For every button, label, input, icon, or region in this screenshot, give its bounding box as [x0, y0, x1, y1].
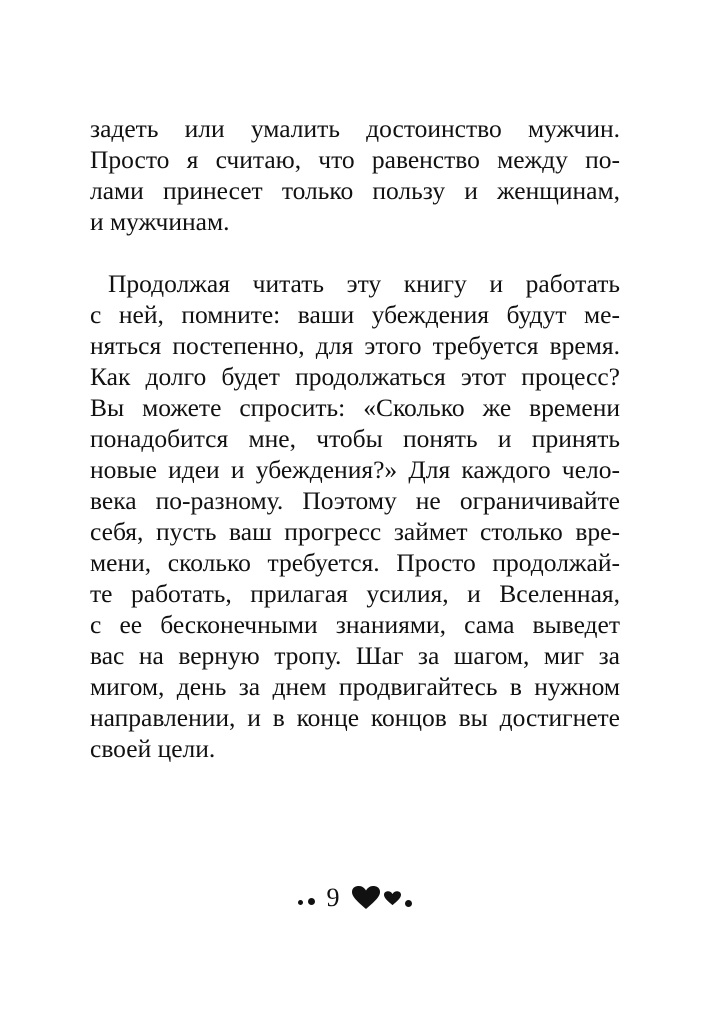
- dot-icon: [308, 898, 315, 905]
- text-line: лами принесет только пользу и женщинам,: [90, 176, 620, 205]
- text-line: направлении, и в конце концов вы достигнете: [90, 703, 620, 732]
- text-line: Как долго будет продолжаться этот процесс?: [90, 362, 620, 391]
- text-line: с ее бесконечными знаниями, сама выведет: [90, 610, 620, 639]
- text-line: Продолжая читать эту книгу и работать: [108, 269, 620, 298]
- page-number: 9: [326, 883, 340, 912]
- text-line: Вы можете спросить: «Сколько же времени: [90, 393, 620, 422]
- text-line: Просто я считаю, что равенство между по-: [90, 145, 620, 174]
- dot-icon: [405, 900, 412, 907]
- text-line: вас на верную тропу. Шаг за шагом, миг за: [90, 641, 620, 670]
- heart-icon: [384, 891, 401, 906]
- text-line: мени, сколько требуется. Просто продолжай-: [90, 548, 620, 577]
- paragraph-main: [90, 268, 620, 764]
- text-line: няться постепенно, для этого требуется время.: [90, 331, 620, 360]
- text-line: задеть или умалить достоинство мужчин.: [90, 114, 620, 143]
- folio-ornament: [298, 883, 412, 913]
- dot-icon: [298, 900, 303, 905]
- text-line: века по-разному. Поэтому не ограничивайте: [90, 486, 620, 515]
- text-line: с ней, помните: ваши убеждения будут ме-: [90, 300, 620, 329]
- text-line: новые идеи и убеждения?» Для каждого чело-: [90, 455, 620, 484]
- text-line: понадобится мне, чтобы понять и принять: [90, 424, 620, 453]
- page-footer: [0, 878, 709, 918]
- heart-icon: [352, 886, 380, 910]
- text-line: себя, пусть ваш прогресс займет столько вре-: [90, 517, 620, 546]
- text-line: те работать, прилагая усилия, и Вселенная,: [90, 579, 620, 608]
- paragraph-continued: [90, 113, 620, 237]
- text-line: своей цели.: [90, 734, 216, 763]
- text-line: и мужчинам.: [90, 207, 230, 236]
- text-line: мигом, день за днем продвигайтесь в нужном: [90, 672, 620, 701]
